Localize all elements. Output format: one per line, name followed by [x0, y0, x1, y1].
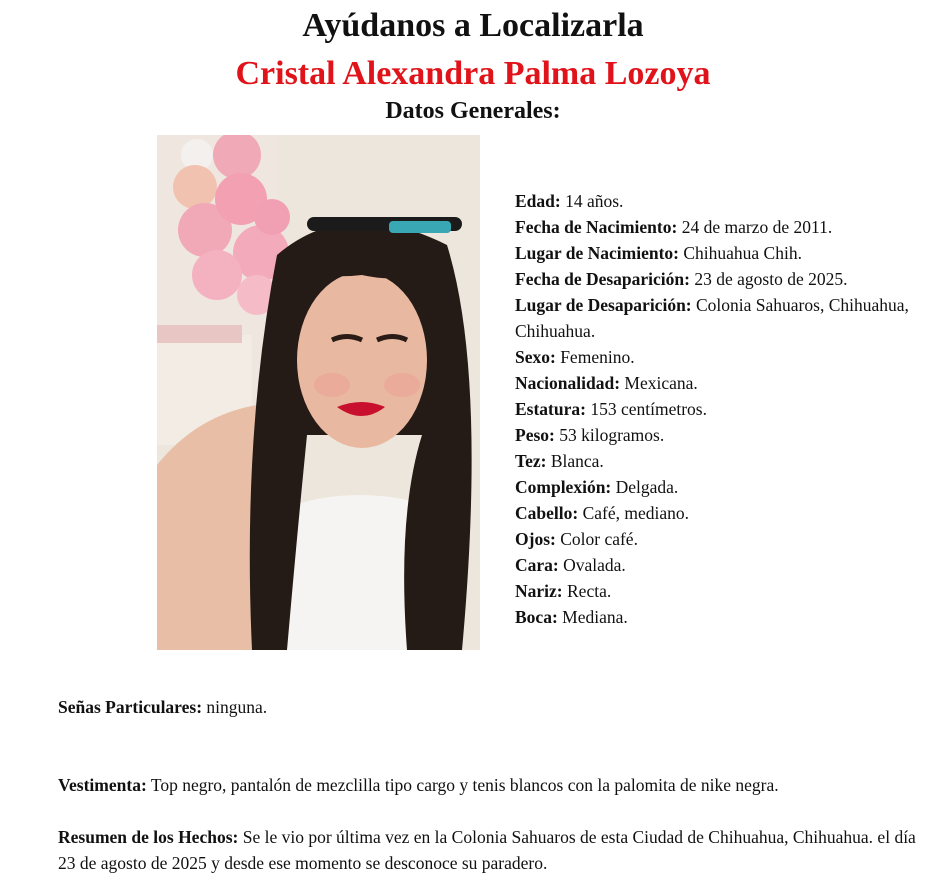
detail-value: 24 de marzo de 2011.: [681, 217, 833, 237]
page-title: Ayúdanos a Localizarla: [302, 7, 644, 44]
detail-label: Ojos:: [515, 529, 556, 549]
detail-value: Color café.: [560, 529, 638, 549]
missing-person-name: Cristal Alexandra Palma Lozoya: [235, 55, 711, 92]
detail-label: Tez:: [515, 451, 547, 471]
detail-label: Lugar de Desaparición:: [515, 295, 692, 315]
detail-label: Estatura:: [515, 399, 586, 419]
detail-boca: [515, 604, 935, 630]
detail-label: Fecha de Nacimiento:: [515, 217, 678, 237]
detail-lugar-nacimiento: [515, 240, 935, 266]
detail-value: Femenino.: [560, 347, 635, 367]
detail-value: Blanca.: [550, 451, 604, 471]
detail-cara: [515, 552, 935, 578]
resumen-label: Resumen de los Hechos:: [58, 827, 239, 847]
detail-label: Nacionalidad:: [515, 373, 621, 393]
vestimenta-label: Vestimenta:: [58, 775, 147, 795]
detail-cabello: [515, 500, 935, 526]
detail-label: Fecha de Desaparición:: [515, 269, 690, 289]
detail-tez: [515, 448, 935, 474]
details-list: [515, 188, 935, 630]
vestimenta-value: Top negro, pantalón de mezclilla tipo cargo y tenis blancos con la palomita de nike negra.: [150, 775, 779, 795]
detail-nariz: [515, 578, 935, 604]
person-photo-illustration: [157, 135, 480, 650]
detail-label: Cabello:: [515, 503, 579, 523]
detail-label: Lugar de Nacimiento:: [515, 243, 679, 263]
resumen-hechos: [58, 824, 918, 876]
detail-value: Café, mediano.: [582, 503, 689, 523]
detail-label: Nariz:: [515, 581, 563, 601]
detail-ojos: [515, 526, 935, 552]
resumen-value: Se le vio por última vez en la Colonia Sahuaros de esta Ciudad de Chihuahua, Chihuahua. el día 23 de agosto de 2025 y desde ese momento se desconoce su paradero.: [58, 827, 916, 873]
detail-value: Recta.: [567, 581, 612, 601]
detail-complexion: [515, 474, 935, 500]
detail-label: Cara:: [515, 555, 559, 575]
detail-label: Boca:: [515, 607, 558, 627]
detail-fecha-nacimiento: [515, 214, 935, 240]
detail-value: Colonia Sahuaros, Chihuahua, Chihuahua.: [515, 295, 909, 341]
detail-peso: [515, 422, 935, 448]
detail-edad: [515, 188, 935, 214]
senas-label: Señas Particulares:: [58, 697, 203, 717]
detail-label: Sexo:: [515, 347, 556, 367]
detail-value: Mediana.: [562, 607, 628, 627]
detail-value: Delgada.: [615, 477, 679, 497]
detail-value: Ovalada.: [563, 555, 626, 575]
detail-value: 14 años.: [565, 191, 624, 211]
vestimenta: [58, 772, 918, 798]
detail-value: 153 centímetros.: [590, 399, 707, 419]
detail-value: 23 de agosto de 2025.: [694, 269, 848, 289]
senas-value: ninguna.: [206, 697, 268, 717]
senas-particulares: [58, 694, 918, 720]
detail-value: Chihuahua Chih.: [683, 243, 802, 263]
detail-label: Edad:: [515, 191, 561, 211]
detail-label: Peso:: [515, 425, 555, 445]
detail-label: Complexión:: [515, 477, 612, 497]
detail-estatura: [515, 396, 935, 422]
detail-fecha-desaparicion: [515, 266, 935, 292]
detail-nacionalidad: [515, 370, 935, 396]
detail-sexo: [515, 344, 935, 370]
person-photo: [157, 135, 480, 650]
detail-lugar-desaparicion: [515, 292, 935, 344]
detail-value: 53 kilogramos.: [559, 425, 665, 445]
detail-value: Mexicana.: [624, 373, 698, 393]
section-heading: Datos Generales:: [385, 98, 561, 124]
